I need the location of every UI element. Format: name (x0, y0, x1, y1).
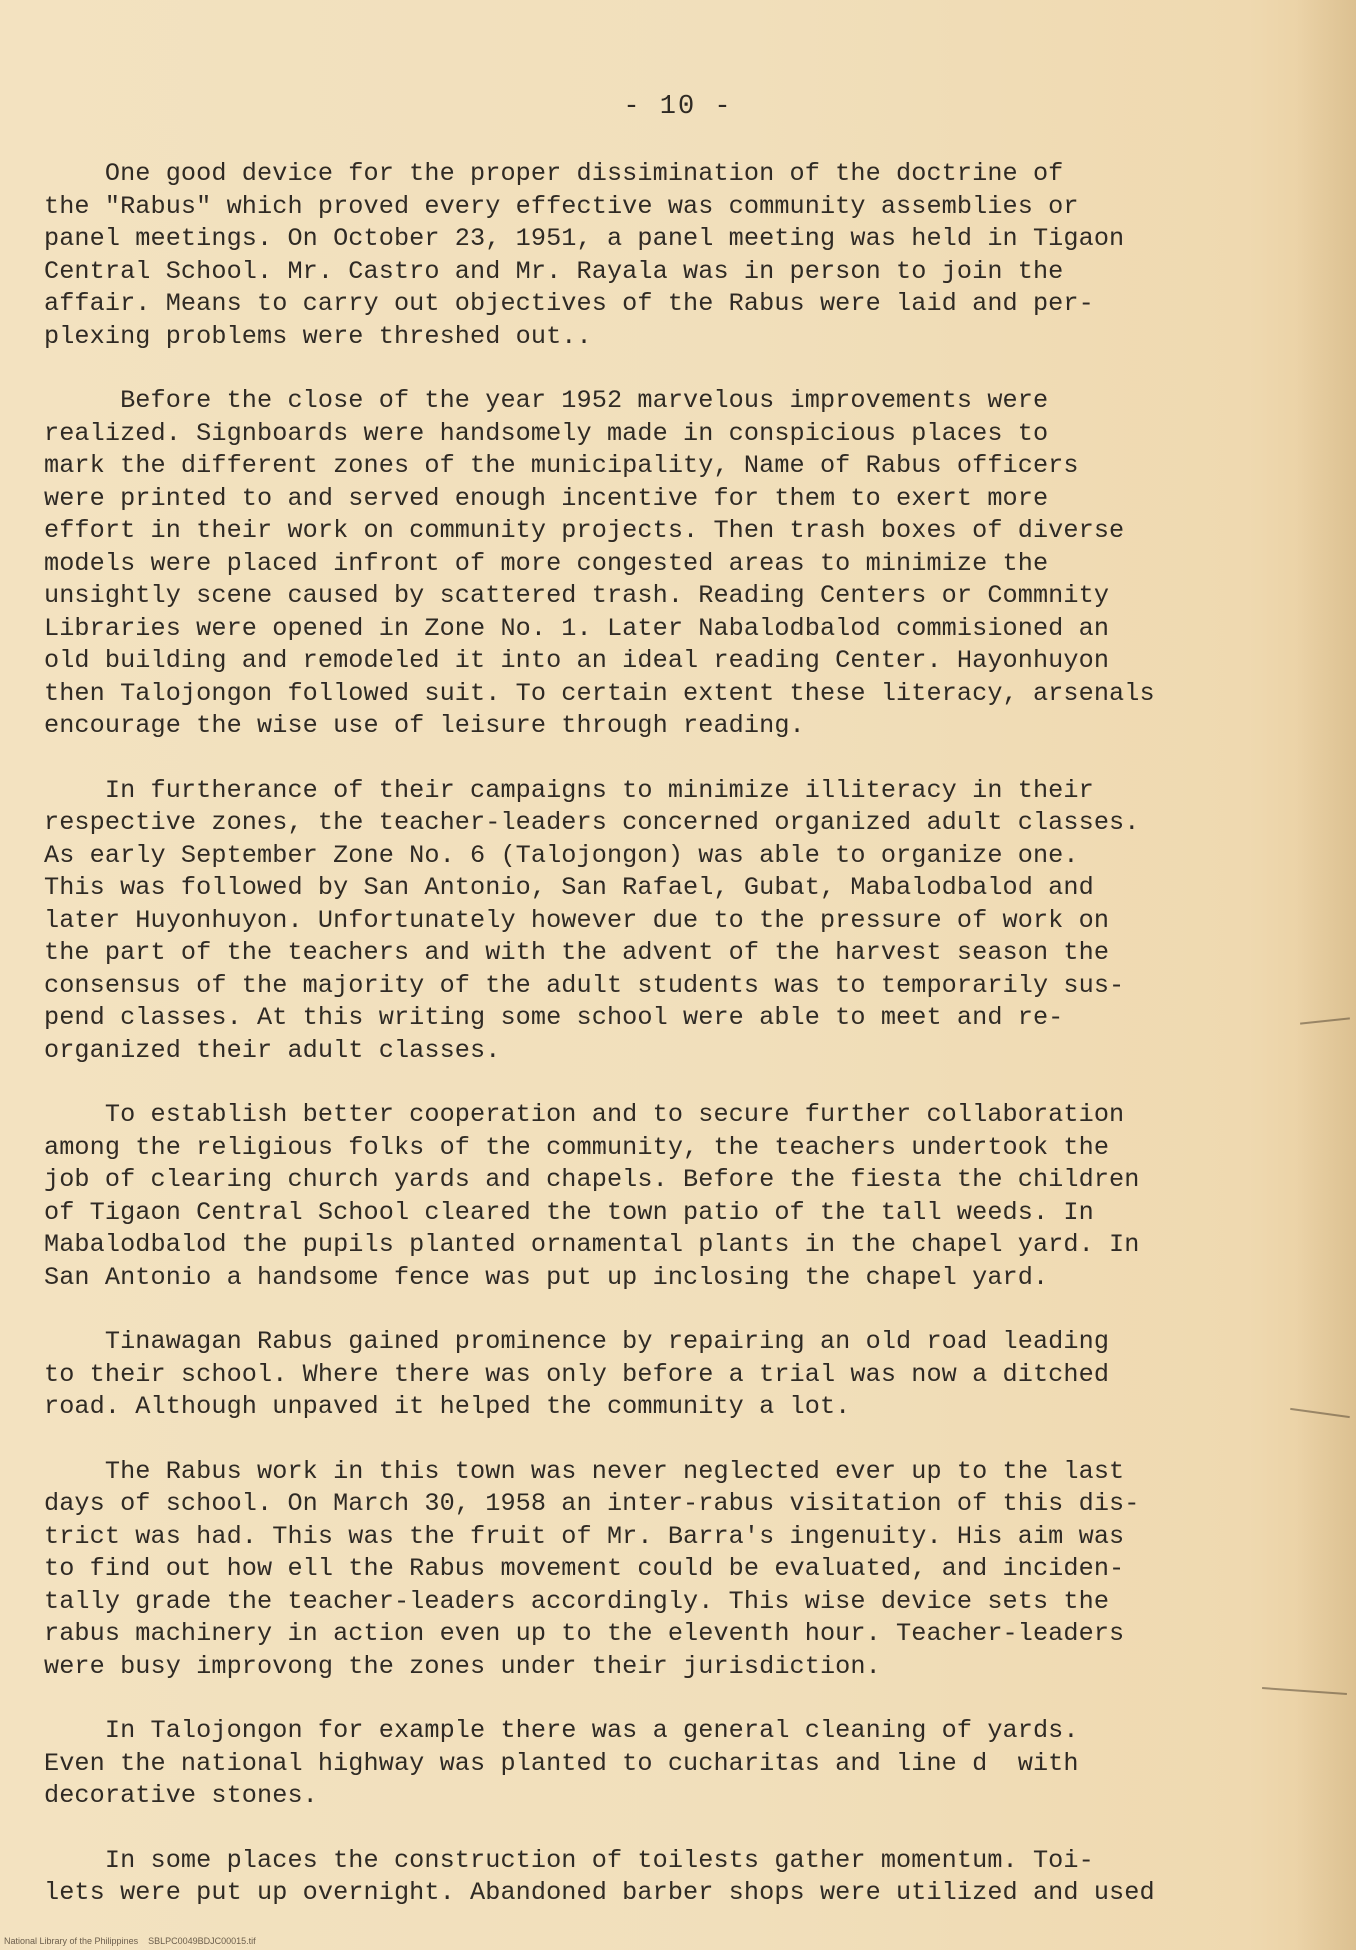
text-line: were busy improvong the zones under their jurisdiction. (44, 1651, 881, 1681)
paragraph (44, 158, 1329, 353)
text-line: San Antonio a handsome fence was put up inclosing the chapel yard. (44, 1262, 1049, 1292)
text-line: As early September Zone No. 6 (Talojongon) was able to organize one. (44, 840, 1079, 870)
text-line: effort in their work on community projects. Then trash boxes of diverse (44, 516, 1125, 545)
text-line: among the religious folks of the community, the teachers undertook the (44, 1132, 1110, 1162)
paragraph (44, 1715, 1329, 1813)
text-line: mark the different zones of the municipality, Name of Rabus officers (44, 451, 1079, 480)
text-line: This was followed by San Antonio, San Rafael, Gubat, Mabalodbalod and (44, 873, 1094, 902)
paragraph (44, 1456, 1329, 1684)
document-body (44, 158, 1329, 1942)
text-line: respective zones, the teacher-leaders concerned organized adult classes. (44, 808, 1140, 837)
text-line: unsightly scene caused by scattered trash. Reading Centers or Commnity (44, 581, 1110, 610)
text-line: the "Rabus" which proved every effective was community assemblies or (44, 191, 1079, 221)
text-line: panel meetings. On October 23, 1951, a panel meeting was held in Tigaon (44, 224, 1125, 253)
text-line: rabus machinery in action even up to the eleventh hour. Teacher-leaders (44, 1619, 1125, 1648)
paragraph (44, 1326, 1329, 1424)
text-line: pend classes. At this writing some school were able to meet and re- (44, 1003, 1064, 1032)
text-line: affair. Means to carry out objectives of the Rabus were laid and per- (44, 289, 1094, 318)
text-line: trict was had. This was the fruit of Mr. Barra's ingenuity. His aim was (44, 1521, 1125, 1551)
text-line: In some places the construction of toilests gather momentum. Toi- (44, 1845, 1094, 1875)
paragraph (44, 1099, 1329, 1294)
text-line: decorative stones. (44, 1781, 318, 1810)
text-line: In furtherance of their campaigns to minimize illiteracy in their (44, 775, 1094, 805)
text-line: One good device for the proper dissimination of the doctrine of (44, 159, 1064, 188)
text-line: encourage the wise use of leisure through reading. (44, 711, 805, 740)
text-line: consensus of the majority of the adult students was to temporarily sus- (44, 970, 1125, 1000)
text-line: of Tigaon Central School cleared the town patio of the tall weeds. In (44, 1197, 1094, 1227)
text-line: The Rabus work in this town was never neglected ever up to the last (44, 1456, 1125, 1486)
text-line: job of clearing church yards and chapels. Before the fiesta the children (44, 1165, 1140, 1194)
text-line: later Huyonhuyon. Unfortunately however due to the pressure of work on (44, 905, 1110, 935)
paragraph (44, 385, 1329, 743)
text-line: To establish better cooperation and to secure further collaboration (44, 1100, 1125, 1129)
text-line: organized their adult classes. (44, 1035, 501, 1065)
text-line: to their school. Where there was only before a trial was now a ditched (44, 1359, 1110, 1389)
paragraph (44, 775, 1329, 1068)
text-line: In Talojongon for example there was a general cleaning of yards. (44, 1716, 1079, 1745)
text-line: days of school. On March 30, 1958 an inter-rabus visitation of this dis- (44, 1489, 1140, 1518)
text-line: old building and remodeled it into an ideal reading Center. Hayonhuyon (44, 646, 1110, 675)
page-number: - 10 - (623, 92, 733, 122)
text-line: realized. Signboards were handsomely made in conspicious places to (44, 418, 1049, 448)
text-line: Central School. Mr. Castro and Mr. Rayala was in person to join the (44, 256, 1064, 286)
text-line: Libraries were opened in Zone No. 1. Later Nabalodbalod commisioned an (44, 613, 1110, 643)
text-line: Even the national highway was planted to cucharitas and line d with (44, 1748, 1079, 1778)
text-line: then Talojongon followed suit. To certain extent these literacy, arsenals (44, 678, 1155, 708)
text-line: road. Although unpaved it helped the community a lot. (44, 1392, 851, 1421)
text-line: lets were put up overnight. Abandoned barber shops were utilized and used (44, 1878, 1155, 1907)
text-line: to find out how ell the Rabus movement could be evaluated, and inciden- (44, 1554, 1125, 1583)
text-line: models were placed infront of more congested areas to minimize the (44, 548, 1049, 578)
text-line: Tinawagan Rabus gained prominence by repairing an old road leading (44, 1327, 1110, 1356)
text-line: Mabalodbalod the pupils planted ornamental plants in the chapel yard. In (44, 1230, 1140, 1259)
text-line: plexing problems were threshed out.. (44, 321, 592, 351)
paragraph (44, 1845, 1329, 1910)
text-line: the part of the teachers and with the advent of the harvest season the (44, 938, 1110, 967)
archive-footer-note: National Library of the Philippines SBLPC0049BDJC00015.tif (4, 1936, 256, 1946)
text-line: were printed to and served enough incentive for them to exert more (44, 483, 1049, 513)
text-line: Before the close of the year 1952 marvelous improvements were (44, 386, 1049, 415)
text-line: tally grade the teacher-leaders accordingly. This wise device sets the (44, 1586, 1110, 1616)
